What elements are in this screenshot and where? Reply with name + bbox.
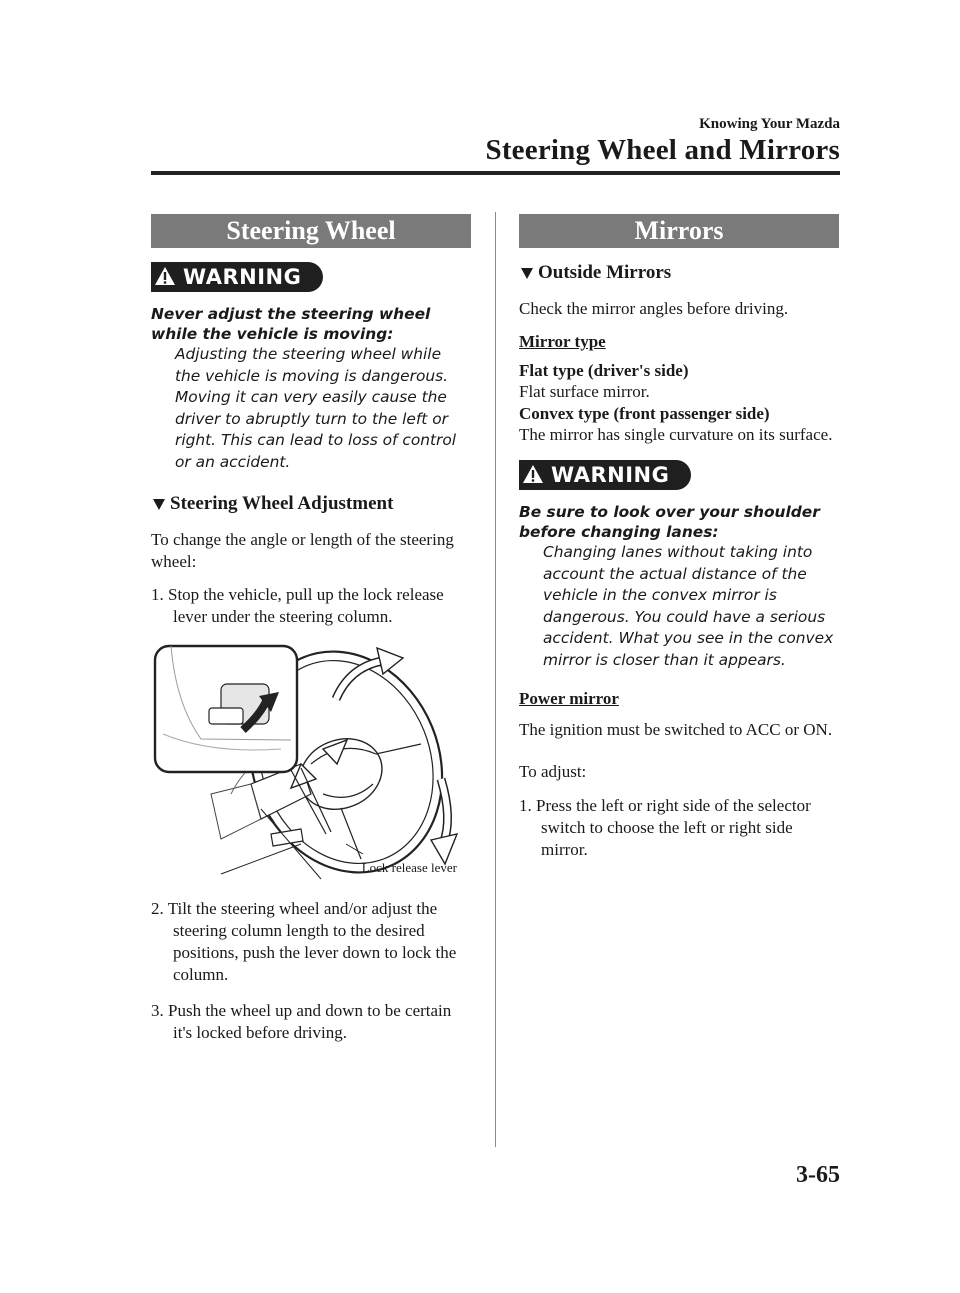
- column-divider: [495, 212, 496, 1147]
- figure-label: Lock release lever: [361, 860, 457, 875]
- convex-type-desc: The mirror has single curvature on its surface.: [519, 425, 833, 444]
- steering-adjustment-heading: [151, 493, 471, 515]
- left-column: [151, 214, 471, 1044]
- subheading-text: Outside Mirrors: [538, 262, 672, 283]
- step-2: 2. Tilt the steering wheel and/or adjust the steering column length to the desired positions, push the lever down to lock the column.: [151, 899, 457, 984]
- flat-type-desc: Flat surface mirror.: [519, 382, 650, 401]
- steering-wheel-section-title: Steering Wheel: [151, 214, 471, 248]
- mirrors-section-title: Mirrors: [519, 214, 839, 248]
- warning-label: WARNING: [183, 265, 302, 289]
- step-3: 3. Push the wheel up and down to be certain it's locked before driving.: [151, 1001, 452, 1042]
- step-1: 1. Stop the vehicle, pull up the lock release lever under the steering column.: [151, 585, 444, 626]
- flat-type-title: Flat type (driver's side): [519, 361, 689, 380]
- subheading-text: Steering Wheel Adjustment: [170, 493, 394, 514]
- outside-mirrors-heading: [519, 262, 839, 284]
- warning-label: WARNING: [551, 463, 670, 487]
- mirror-type-heading: Mirror type: [519, 332, 606, 351]
- warning-icon: [151, 263, 179, 291]
- warning-badge: [151, 262, 323, 292]
- mirror-step-1: 1. Press the left or right side of the selector switch to choose the left or right side mirror.: [519, 796, 811, 859]
- power-mirror-heading: Power mirror: [519, 689, 619, 708]
- to-adjust-label: To adjust:: [519, 762, 587, 781]
- header-rule: [151, 171, 840, 175]
- triangle-bullet-icon: [521, 268, 533, 279]
- steering-column-illustration: [151, 644, 463, 882]
- warning-badge: [519, 460, 691, 490]
- intro-paragraph: To change the angle or length of the steering wheel:: [151, 530, 454, 571]
- convex-type-title: Convex type (front passenger side): [519, 404, 770, 423]
- warning-title: Never adjust the steering wheel while the vehicle is moving:: [151, 305, 431, 343]
- section-header-title: Steering Wheel and Mirrors: [485, 134, 840, 166]
- warning-icon: [519, 461, 547, 489]
- triangle-bullet-icon: [153, 499, 165, 510]
- mirror-intro: Check the mirror angles before driving.: [519, 299, 789, 318]
- chapter-title: Knowing Your Mazda: [699, 116, 840, 132]
- warning-body: Changing lanes without taking into account the actual distance of the vehicle in the convex mirror is dangerous. You could have a serious accident. What you see in the convex mirror is closer than it appears.: [543, 543, 834, 669]
- right-column: [519, 214, 839, 861]
- steering-figure: [151, 644, 463, 882]
- warning-title: Be sure to look over your shoulder before changing lanes:: [519, 503, 820, 541]
- warning-body: Adjusting the steering wheel while the vehicle is moving is dangerous. Moving it can very easily cause the driver to abruptly turn to the left or right. This can lead to loss of control or an accident.: [175, 345, 457, 471]
- page-number: 3-65: [796, 1162, 840, 1188]
- power-mirror-desc: The ignition must be switched to ACC or ON.: [519, 720, 833, 739]
